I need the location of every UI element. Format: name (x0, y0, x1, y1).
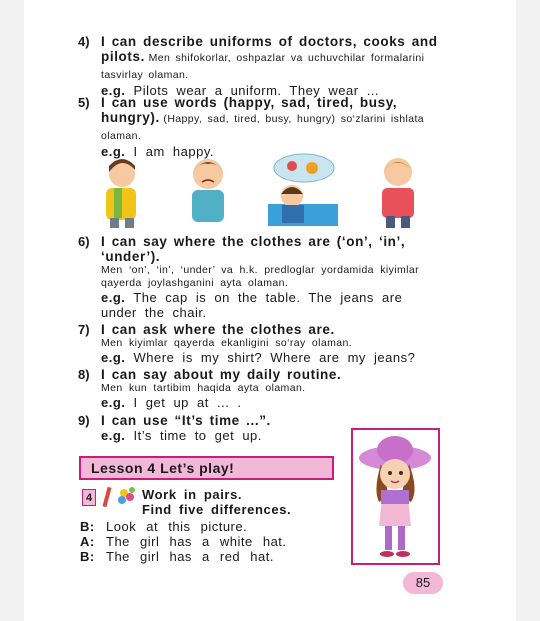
eg-label: e.g. (101, 290, 126, 305)
eg-label: e.g. (101, 144, 126, 159)
speaker: B: (80, 519, 95, 534)
item-number: 8) (78, 367, 90, 382)
checklist-item-4 (78, 34, 443, 98)
busy-boy-illustration (370, 150, 426, 230)
item-statement: I can ask where the clothes are. (101, 322, 335, 337)
item-translation: Men ‘on’, ‘in’, ‘under’ va h.k. predloglar yordamida kiyimlar qayerda joylashganini ayta olaman. (101, 264, 420, 289)
dialog-line (80, 549, 287, 564)
eg-text: The cap is on the table. The jeans are under the chair. (101, 290, 403, 320)
page-number: 85 (403, 572, 443, 594)
eg-text: I get up at ... . (133, 395, 242, 410)
speaker: B: (80, 549, 95, 564)
hungry-boy-illustration (262, 150, 342, 230)
lesson-title-banner: Lesson 4 Let’s play! (79, 456, 334, 480)
emotion-illustrations (92, 150, 427, 230)
item-number: 4) (78, 34, 90, 49)
eg-text: Where is my shirt? Where are my jeans? (133, 350, 416, 365)
eg-label: e.g. (101, 428, 126, 443)
item-statement: I can use words (happy, sad, tired, busy, hungry). (101, 95, 398, 125)
item-statement: I can use “It’s time ...”. (101, 413, 271, 428)
dialog-line (80, 534, 287, 549)
task-number-badge: 4 (82, 489, 96, 506)
utterance: The girl has a white hat. (106, 534, 287, 549)
item-translation: Men shifokorlar, oshpazlar va uchuvchilar formalarini tasvirlay olaman. (101, 52, 425, 81)
task-line-2: Find five differences. (142, 502, 292, 517)
tired-boy-illustration (92, 150, 152, 230)
item-number: 6) (78, 234, 90, 249)
item-number: 9) (78, 413, 90, 428)
item-number: 7) (78, 322, 90, 337)
checklist-item-7 (78, 322, 443, 365)
eg-text: Pilots wear a uniform. They wear ... (133, 83, 380, 98)
dialog (80, 519, 287, 564)
item-number: 5) (78, 95, 90, 110)
utterance: Look at this picture. (106, 519, 248, 534)
pencil-paint-icon (100, 485, 140, 511)
eg-label: e.g. (101, 83, 126, 98)
dialog-line (80, 519, 287, 534)
girl-with-hat-illustration (353, 430, 438, 563)
sad-boy-illustration (180, 150, 236, 230)
eg-text: I am happy. (133, 144, 214, 159)
item-translation: Men kun tartibim haqida ayta olaman. (101, 382, 306, 394)
task-instructions (142, 487, 291, 517)
utterance: The girl has a red hat. (106, 549, 274, 564)
item-translation: (Happy, sad, tired, busy, hungry) so‘zlarini ishlata olaman. (101, 113, 425, 142)
checklist-item-8 (78, 367, 443, 410)
item-statement: I can say about my daily routine. (101, 367, 342, 382)
item-translation: Men kiyimlar qayerda ekanligini so‘ray olaman. (101, 337, 353, 349)
item-statement: I can say where the clothes are (‘on’, ‘in’, ‘under’). (101, 234, 406, 264)
eg-label: e.g. (101, 395, 126, 410)
checklist-item-6 (78, 234, 443, 320)
item-statement: I can describe uniforms of doctors, cooks and pilots. (101, 34, 438, 64)
speaker: A: (80, 534, 95, 549)
girl-picture-frame (351, 428, 440, 565)
checklist-item-9 (78, 413, 338, 443)
task-line-1: Work in pairs. (142, 487, 243, 502)
eg-text: It’s time to get up. (133, 428, 262, 443)
eg-label: e.g. (101, 350, 126, 365)
